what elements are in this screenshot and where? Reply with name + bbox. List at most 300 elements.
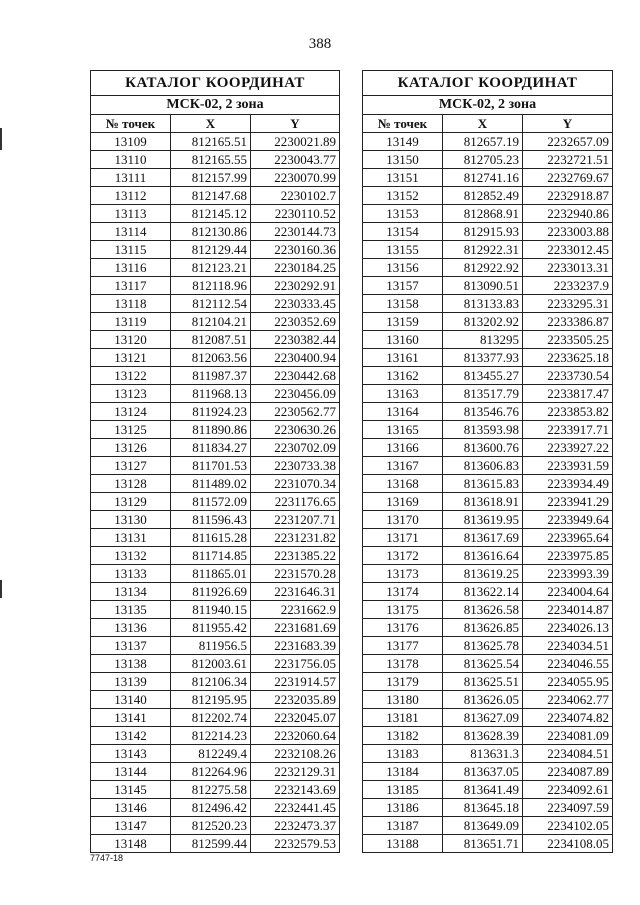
table-row: [91, 331, 340, 349]
point-number-cell: 13139: [91, 673, 171, 691]
point-number-cell: 13146: [91, 799, 171, 817]
table-row: [363, 637, 613, 655]
table-row: [91, 403, 340, 421]
x-coordinate-cell: 813622.14: [443, 583, 523, 601]
y-coordinate-cell: 2233730.54: [523, 367, 613, 385]
x-coordinate-cell: 812165.55: [171, 151, 251, 169]
column-header-point-number: № точек: [363, 115, 443, 133]
table-row: [91, 745, 340, 763]
point-number-cell: 13119: [91, 313, 171, 331]
point-number-cell: 13126: [91, 439, 171, 457]
point-number-cell: 13112: [91, 187, 171, 205]
table-row: [91, 673, 340, 691]
x-coordinate-cell: 812599.44: [171, 835, 251, 853]
y-coordinate-cell: 2232940.86: [523, 205, 613, 223]
y-coordinate-cell: 2233013.31: [523, 259, 613, 277]
x-coordinate-cell: 812112.54: [171, 295, 251, 313]
y-coordinate-cell: 2234081.09: [523, 727, 613, 745]
table-row: [363, 673, 613, 691]
x-coordinate-cell: 811615.28: [171, 529, 251, 547]
margin-mark-top: [0, 128, 2, 150]
table-row: [91, 817, 340, 835]
x-coordinate-cell: 811489.02: [171, 475, 251, 493]
point-number-cell: 13164: [363, 403, 443, 421]
y-coordinate-cell: 2233927.22: [523, 439, 613, 457]
table-row: [91, 655, 340, 673]
table-row: [91, 763, 340, 781]
table-row: [91, 439, 340, 457]
point-number-cell: 13173: [363, 565, 443, 583]
x-coordinate-cell: 813615.83: [443, 475, 523, 493]
table-row: [363, 439, 613, 457]
x-coordinate-cell: 811955.42: [171, 619, 251, 637]
x-coordinate-cell: 811714.85: [171, 547, 251, 565]
y-coordinate-cell: 2230352.69: [251, 313, 340, 331]
point-number-cell: 13179: [363, 673, 443, 691]
catalog-title: КАТАЛОГ КООРДИНАТ: [363, 71, 613, 96]
y-coordinate-cell: 2232045.07: [251, 709, 340, 727]
point-number-cell: 13129: [91, 493, 171, 511]
x-coordinate-cell: 811968.13: [171, 385, 251, 403]
catalog-title: КАТАЛОГ КООРДИНАТ: [91, 71, 340, 96]
point-number-cell: 13120: [91, 331, 171, 349]
point-number-cell: 13121: [91, 349, 171, 367]
x-coordinate-cell: 813641.49: [443, 781, 523, 799]
point-number-cell: 13110: [91, 151, 171, 169]
table-row: [91, 781, 340, 799]
x-coordinate-cell: 812087.51: [171, 331, 251, 349]
y-coordinate-cell: 2230702.09: [251, 439, 340, 457]
table-row: [91, 493, 340, 511]
x-coordinate-cell: 813626.58: [443, 601, 523, 619]
coordinate-catalog-right: [362, 70, 613, 853]
x-coordinate-cell: 812868.91: [443, 205, 523, 223]
table-row: [363, 403, 613, 421]
x-coordinate-cell: 812249.4: [171, 745, 251, 763]
table-row: [363, 817, 613, 835]
y-coordinate-cell: 2233237.9: [523, 277, 613, 295]
x-coordinate-cell: 811596.43: [171, 511, 251, 529]
x-coordinate-cell: 813651.71: [443, 835, 523, 853]
y-coordinate-cell: 2230333.45: [251, 295, 340, 313]
x-coordinate-cell: 813593.98: [443, 421, 523, 439]
table-row: [363, 133, 613, 151]
point-number-cell: 13183: [363, 745, 443, 763]
table-row: [91, 313, 340, 331]
y-coordinate-cell: 2234046.55: [523, 655, 613, 673]
table-row: [363, 385, 613, 403]
table-row: [363, 223, 613, 241]
table-row: [363, 295, 613, 313]
y-coordinate-cell: 2233949.64: [523, 511, 613, 529]
column-header-point-number: № точек: [91, 115, 171, 133]
y-coordinate-cell: 2233295.31: [523, 295, 613, 313]
x-coordinate-cell: 812202.74: [171, 709, 251, 727]
y-coordinate-cell: 2233941.29: [523, 493, 613, 511]
x-coordinate-cell: 812118.96: [171, 277, 251, 295]
table-row: [91, 277, 340, 295]
x-coordinate-cell: 812852.49: [443, 187, 523, 205]
table-row: [363, 331, 613, 349]
y-coordinate-cell: 2232657.09: [523, 133, 613, 151]
table-row: [91, 187, 340, 205]
point-number-cell: 13152: [363, 187, 443, 205]
point-number-cell: 13170: [363, 511, 443, 529]
table-row: [91, 169, 340, 187]
y-coordinate-cell: 2234004.64: [523, 583, 613, 601]
table-row: [91, 601, 340, 619]
table-row: [363, 421, 613, 439]
column-header-x: X: [171, 115, 251, 133]
y-coordinate-cell: 2233853.82: [523, 403, 613, 421]
point-number-cell: 13117: [91, 277, 171, 295]
point-number-cell: 13184: [363, 763, 443, 781]
point-number-cell: 13177: [363, 637, 443, 655]
point-number-cell: 13153: [363, 205, 443, 223]
point-number-cell: 13138: [91, 655, 171, 673]
table-row: [91, 547, 340, 565]
x-coordinate-cell: 812214.23: [171, 727, 251, 745]
x-coordinate-cell: 813625.51: [443, 673, 523, 691]
coordinate-catalog-left: [90, 70, 340, 853]
point-number-cell: 13140: [91, 691, 171, 709]
y-coordinate-cell: 2233975.85: [523, 547, 613, 565]
table-row: [363, 367, 613, 385]
table-row: [363, 583, 613, 601]
point-number-cell: 13175: [363, 601, 443, 619]
y-coordinate-cell: 2232579.53: [251, 835, 340, 853]
footer-document-code: 7747-18: [90, 853, 124, 863]
table-row: [91, 637, 340, 655]
x-coordinate-cell: 812106.34: [171, 673, 251, 691]
point-number-cell: 13122: [91, 367, 171, 385]
x-coordinate-cell: 813133.83: [443, 295, 523, 313]
table-row: [91, 133, 340, 151]
table-row: [91, 259, 340, 277]
table-row: [363, 493, 613, 511]
y-coordinate-cell: 2233965.64: [523, 529, 613, 547]
point-number-cell: 13171: [363, 529, 443, 547]
y-coordinate-cell: 2231681.69: [251, 619, 340, 637]
x-coordinate-cell: 812264.96: [171, 763, 251, 781]
point-number-cell: 13131: [91, 529, 171, 547]
point-number-cell: 13150: [363, 151, 443, 169]
point-number-cell: 13156: [363, 259, 443, 277]
page-number: 388: [308, 36, 332, 52]
point-number-cell: 13143: [91, 745, 171, 763]
point-number-cell: 13186: [363, 799, 443, 817]
point-number-cell: 13132: [91, 547, 171, 565]
table-row: [363, 169, 613, 187]
point-number-cell: 13145: [91, 781, 171, 799]
x-coordinate-cell: 812147.68: [171, 187, 251, 205]
table-row: [363, 151, 613, 169]
point-number-cell: 13134: [91, 583, 171, 601]
point-number-cell: 13174: [363, 583, 443, 601]
y-coordinate-cell: 2230070.99: [251, 169, 340, 187]
y-coordinate-cell: 2230102.7: [251, 187, 340, 205]
point-number-cell: 13181: [363, 709, 443, 727]
y-coordinate-cell: 2230110.52: [251, 205, 340, 223]
x-coordinate-cell: 811940.15: [171, 601, 251, 619]
point-number-cell: 13109: [91, 133, 171, 151]
y-coordinate-cell: 2232473.37: [251, 817, 340, 835]
x-coordinate-cell: 811926.69: [171, 583, 251, 601]
table-row: [91, 241, 340, 259]
y-coordinate-cell: 2231570.28: [251, 565, 340, 583]
x-coordinate-cell: 812003.61: [171, 655, 251, 673]
point-number-cell: 13128: [91, 475, 171, 493]
y-coordinate-cell: 2230292.91: [251, 277, 340, 295]
table-row: [91, 475, 340, 493]
y-coordinate-cell: 2231231.82: [251, 529, 340, 547]
x-coordinate-cell: 813625.78: [443, 637, 523, 655]
point-number-cell: 13137: [91, 637, 171, 655]
point-number-cell: 13159: [363, 313, 443, 331]
point-number-cell: 13123: [91, 385, 171, 403]
y-coordinate-cell: 2231207.71: [251, 511, 340, 529]
y-coordinate-cell: 2230021.89: [251, 133, 340, 151]
x-coordinate-cell: 813377.93: [443, 349, 523, 367]
x-coordinate-cell: 813619.25: [443, 565, 523, 583]
table-row: [91, 583, 340, 601]
point-number-cell: 13125: [91, 421, 171, 439]
y-coordinate-cell: 2232441.45: [251, 799, 340, 817]
point-number-cell: 13111: [91, 169, 171, 187]
x-coordinate-cell: 812195.95: [171, 691, 251, 709]
y-coordinate-cell: 2230442.68: [251, 367, 340, 385]
x-coordinate-cell: 813627.09: [443, 709, 523, 727]
table-row: [91, 619, 340, 637]
table-row: [91, 691, 340, 709]
point-number-cell: 13136: [91, 619, 171, 637]
x-coordinate-cell: 811701.53: [171, 457, 251, 475]
table-row: [91, 385, 340, 403]
y-coordinate-cell: 2234034.51: [523, 637, 613, 655]
y-coordinate-cell: 2231070.34: [251, 475, 340, 493]
table-row: [363, 511, 613, 529]
point-number-cell: 13178: [363, 655, 443, 673]
x-coordinate-cell: 812657.19: [443, 133, 523, 151]
x-coordinate-cell: 813649.09: [443, 817, 523, 835]
table-row: [363, 529, 613, 547]
x-coordinate-cell: 811924.23: [171, 403, 251, 421]
table-row: [91, 295, 340, 313]
table-row: [363, 799, 613, 817]
point-number-cell: 13127: [91, 457, 171, 475]
table-row: [91, 835, 340, 853]
point-number-cell: 13188: [363, 835, 443, 853]
margin-mark-bottom: [0, 580, 2, 598]
y-coordinate-cell: 2233625.18: [523, 349, 613, 367]
column-header-y: Y: [523, 115, 613, 133]
x-coordinate-cell: 813645.18: [443, 799, 523, 817]
x-coordinate-cell: 812145.12: [171, 205, 251, 223]
x-coordinate-cell: 812063.56: [171, 349, 251, 367]
x-coordinate-cell: 812104.21: [171, 313, 251, 331]
y-coordinate-cell: 2234084.51: [523, 745, 613, 763]
y-coordinate-cell: 2234102.05: [523, 817, 613, 835]
point-number-cell: 13180: [363, 691, 443, 709]
table-row: [363, 835, 613, 853]
x-coordinate-cell: 811956.5: [171, 637, 251, 655]
table-row: [91, 565, 340, 583]
y-coordinate-cell: 2230043.77: [251, 151, 340, 169]
y-coordinate-cell: 2231662.9: [251, 601, 340, 619]
table-row: [363, 547, 613, 565]
table-row: [363, 349, 613, 367]
table-row: [363, 601, 613, 619]
y-coordinate-cell: 2234074.82: [523, 709, 613, 727]
y-coordinate-cell: 2231385.22: [251, 547, 340, 565]
x-coordinate-cell: 813619.95: [443, 511, 523, 529]
table-row: [91, 349, 340, 367]
x-coordinate-cell: 812157.99: [171, 169, 251, 187]
y-coordinate-cell: 2232129.31: [251, 763, 340, 781]
table-row: [363, 241, 613, 259]
point-number-cell: 13141: [91, 709, 171, 727]
y-coordinate-cell: 2234087.89: [523, 763, 613, 781]
catalog-zone: МСК-02, 2 зона: [91, 96, 340, 115]
x-coordinate-cell: 812275.58: [171, 781, 251, 799]
table-row: [363, 691, 613, 709]
point-number-cell: 13160: [363, 331, 443, 349]
point-number-cell: 13158: [363, 295, 443, 313]
y-coordinate-cell: 2234062.77: [523, 691, 613, 709]
x-coordinate-cell: 813202.92: [443, 313, 523, 331]
y-coordinate-cell: 2233012.45: [523, 241, 613, 259]
y-coordinate-cell: 2230144.73: [251, 223, 340, 241]
y-coordinate-cell: 2230733.38: [251, 457, 340, 475]
table-row: [363, 259, 613, 277]
table-row: [363, 187, 613, 205]
point-number-cell: 13116: [91, 259, 171, 277]
y-coordinate-cell: 2232769.67: [523, 169, 613, 187]
point-number-cell: 13135: [91, 601, 171, 619]
x-coordinate-cell: 812741.16: [443, 169, 523, 187]
table-row: [91, 223, 340, 241]
x-coordinate-cell: 813628.39: [443, 727, 523, 745]
y-coordinate-cell: 2234097.59: [523, 799, 613, 817]
point-number-cell: 13114: [91, 223, 171, 241]
point-number-cell: 13161: [363, 349, 443, 367]
y-coordinate-cell: 2231914.57: [251, 673, 340, 691]
point-number-cell: 13172: [363, 547, 443, 565]
y-coordinate-cell: 2232035.89: [251, 691, 340, 709]
table-row: [91, 709, 340, 727]
y-coordinate-cell: 2230456.09: [251, 385, 340, 403]
column-header-y: Y: [251, 115, 340, 133]
point-number-cell: 13187: [363, 817, 443, 835]
y-coordinate-cell: 2233934.49: [523, 475, 613, 493]
point-number-cell: 13157: [363, 277, 443, 295]
x-coordinate-cell: 812123.21: [171, 259, 251, 277]
x-coordinate-cell: 813626.05: [443, 691, 523, 709]
table-row: [363, 655, 613, 673]
point-number-cell: 13151: [363, 169, 443, 187]
y-coordinate-cell: 2234026.13: [523, 619, 613, 637]
y-coordinate-cell: 2231646.31: [251, 583, 340, 601]
point-number-cell: 13176: [363, 619, 443, 637]
table-row: [91, 727, 340, 745]
y-coordinate-cell: 2232108.26: [251, 745, 340, 763]
point-number-cell: 13133: [91, 565, 171, 583]
point-number-cell: 13142: [91, 727, 171, 745]
x-coordinate-cell: 812165.51: [171, 133, 251, 151]
point-number-cell: 13162: [363, 367, 443, 385]
x-coordinate-cell: 812520.23: [171, 817, 251, 835]
table-row: [91, 799, 340, 817]
y-coordinate-cell: 2234014.87: [523, 601, 613, 619]
x-coordinate-cell: 813618.91: [443, 493, 523, 511]
x-coordinate-cell: 811987.37: [171, 367, 251, 385]
y-coordinate-cell: 2233505.25: [523, 331, 613, 349]
point-number-cell: 13113: [91, 205, 171, 223]
x-coordinate-cell: 813455.27: [443, 367, 523, 385]
point-number-cell: 13148: [91, 835, 171, 853]
x-coordinate-cell: 811572.09: [171, 493, 251, 511]
point-number-cell: 13149: [363, 133, 443, 151]
table-row: [91, 511, 340, 529]
point-number-cell: 13169: [363, 493, 443, 511]
y-coordinate-cell: 2232721.51: [523, 151, 613, 169]
table-row: [363, 313, 613, 331]
table-row: [363, 781, 613, 799]
x-coordinate-cell: 812915.93: [443, 223, 523, 241]
y-coordinate-cell: 2234092.61: [523, 781, 613, 799]
point-number-cell: 13182: [363, 727, 443, 745]
y-coordinate-cell: 2230160.36: [251, 241, 340, 259]
x-coordinate-cell: 812130.86: [171, 223, 251, 241]
y-coordinate-cell: 2233817.47: [523, 385, 613, 403]
table-row: [363, 727, 613, 745]
y-coordinate-cell: 2233931.59: [523, 457, 613, 475]
point-number-cell: 13144: [91, 763, 171, 781]
x-coordinate-cell: 813295: [443, 331, 523, 349]
point-number-cell: 13168: [363, 475, 443, 493]
y-coordinate-cell: 2230184.25: [251, 259, 340, 277]
table-row: [363, 205, 613, 223]
table-row: [91, 205, 340, 223]
point-number-cell: 13163: [363, 385, 443, 403]
table-row: [91, 529, 340, 547]
x-coordinate-cell: 813637.05: [443, 763, 523, 781]
point-number-cell: 13115: [91, 241, 171, 259]
point-number-cell: 13154: [363, 223, 443, 241]
point-number-cell: 13124: [91, 403, 171, 421]
x-coordinate-cell: 813546.76: [443, 403, 523, 421]
y-coordinate-cell: 2234108.05: [523, 835, 613, 853]
y-coordinate-cell: 2230400.94: [251, 349, 340, 367]
x-coordinate-cell: 813517.79: [443, 385, 523, 403]
x-coordinate-cell: 812922.31: [443, 241, 523, 259]
y-coordinate-cell: 2230382.44: [251, 331, 340, 349]
table-row: [363, 619, 613, 637]
point-number-cell: 13165: [363, 421, 443, 439]
x-coordinate-cell: 812705.23: [443, 151, 523, 169]
x-coordinate-cell: 811890.86: [171, 421, 251, 439]
catalog-zone: МСК-02, 2 зона: [363, 96, 613, 115]
y-coordinate-cell: 2230562.77: [251, 403, 340, 421]
x-coordinate-cell: 813090.51: [443, 277, 523, 295]
x-coordinate-cell: 813626.85: [443, 619, 523, 637]
table-row: [363, 475, 613, 493]
point-number-cell: 13118: [91, 295, 171, 313]
point-number-cell: 13167: [363, 457, 443, 475]
y-coordinate-cell: 2231683.39: [251, 637, 340, 655]
table-row: [363, 763, 613, 781]
x-coordinate-cell: 813617.69: [443, 529, 523, 547]
